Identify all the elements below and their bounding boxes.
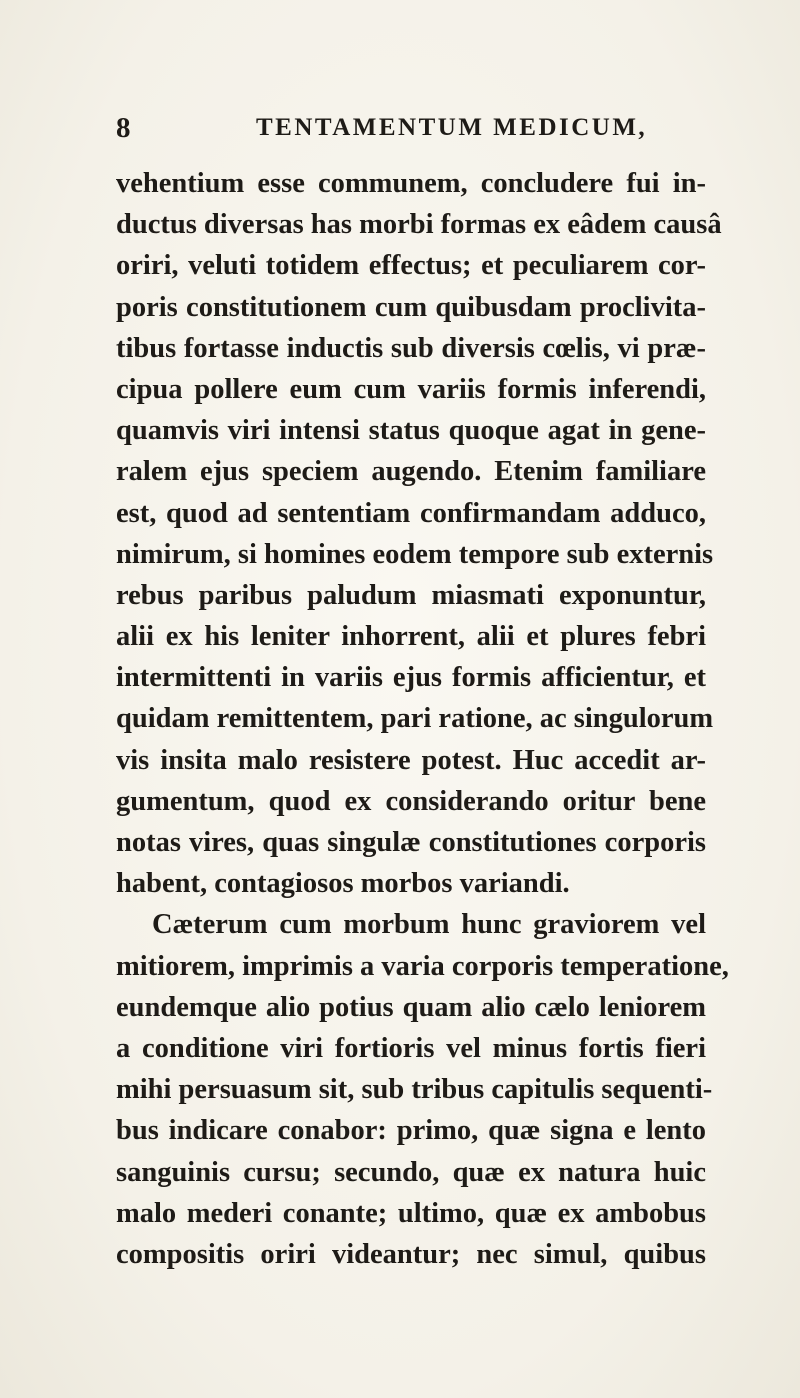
text-line: mihi persuasum sit, sub tribus capitulis sequenti- [116,1074,713,1106]
text-line: est, quod ad sententiam confirmandam adduco, [116,497,706,529]
text-line: nimirum, si homines eodem tempore sub externis [116,538,714,570]
text-line: malo mederi conante; ultimo, quæ ex ambobus [116,1197,706,1229]
text-line: oriri, veluti totidem effectus; et peculiarem cor- [116,250,706,282]
text-line: eundemque alio potius quam alio cælo leniorem [116,991,706,1023]
text-line: quidam remittentem, pari ratione, ac singulorum [116,703,714,735]
text-line: gumentum, quod ex considerando oritur bene [116,785,706,817]
text-line: bus indicare conabor: primo, quæ signa e lento [116,1115,706,1147]
text-line: vehentium esse communem, concludere fui in- [116,168,706,199]
body-text [116,163,729,1275]
running-head: TENTAMENTUM MEDICUM, [256,114,648,141]
text-line: tibus fortasse inductis sub diversis cœlis, vi præ- [116,332,706,364]
paragraph-end-line: habent, contagiosos morbos variandi. [116,868,570,900]
text-line: cipua pollere eum cum variis formis inferendi, [116,373,706,405]
page-number: 8 [116,112,131,144]
text-line: compositis oriri videantur; nec simul, quibus [116,1238,706,1270]
text-line: ralem ejus speciem augendo. Etenim familiare [116,456,706,488]
text-line: a conditione viri fortioris vel minus fortis fieri [116,1032,706,1064]
text-line: alii ex his leniter inhorrent, alii et plures febri [116,621,706,653]
text-line: ductus diversas has morbi formas ex eâdem causâ [116,209,722,241]
text-line: sanguinis cursu; secundo, quæ ex natura huic [116,1156,706,1188]
paragraph-start-line: Cæterum cum morbum hunc graviorem vel [152,909,706,941]
text-line: rebus paribus paludum miasmati exponuntur, [116,579,706,611]
text-line: intermittenti in variis ejus formis afficientur, et [116,662,706,694]
text-line: poris constitutionem cum quibusdam proclivita- [116,291,706,323]
page-header [116,110,716,146]
text-line: quamvis viri intensi status quoque agat in gene- [116,415,706,447]
text-line: notas vires, quas singulæ constitutiones corporis [116,827,706,858]
text-line: mitiorem, imprimis a varia corporis temperatione, [116,950,729,982]
text-line: vis insita malo resistere potest. Huc accedit ar- [116,744,706,776]
